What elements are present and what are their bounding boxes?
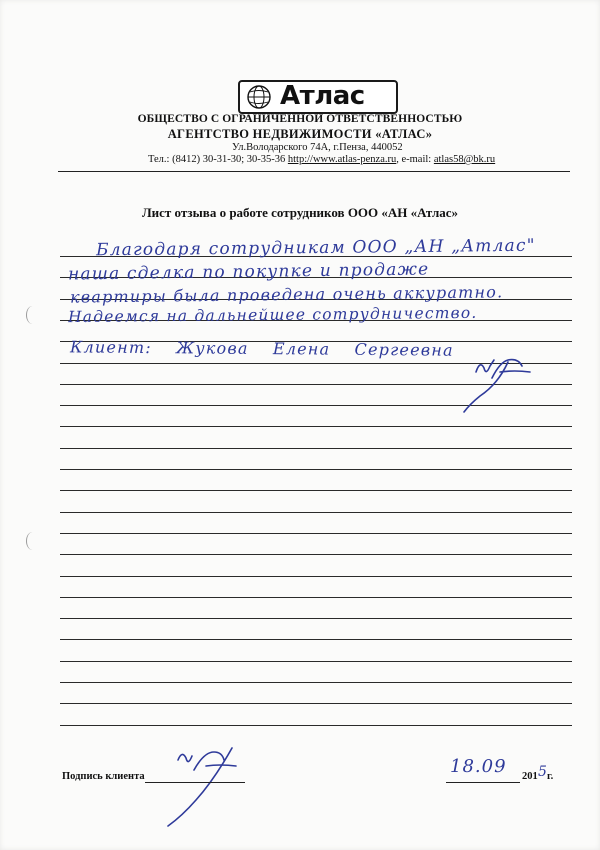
- email-link[interactable]: atlas58@bk.ru: [433, 154, 496, 165]
- org-phones: Тел.: (8412) 30-31-30; 30-35-36: [148, 154, 286, 165]
- punch-hole-mark: [26, 532, 39, 550]
- email-prefix: , e-mail:: [396, 154, 432, 165]
- handwritten-line-3: квартиры была проведена очень аккуратно.: [69, 282, 504, 307]
- org-contacts: [148, 154, 495, 165]
- client-signature-upper: [464, 360, 530, 412]
- handwritten-client-name: Клиент: Жукова Елена Сергеевна: [69, 337, 454, 360]
- punch-hole-mark: [26, 306, 39, 324]
- handwritten-line-2: наша сделка по покупке и продаже: [67, 259, 430, 285]
- org-address: Ул.Володарского 74А, г.Пенза, 440052: [232, 142, 403, 153]
- handwritten-line-4: Надеемся на дальнейшее сотрудничество.: [67, 303, 478, 327]
- org-type: ОБЩЕСТВО С ОГРАНИЧЕННОЙ ОТВЕТСТВЕННОСТЬЮ: [137, 113, 463, 125]
- signature-line: [145, 782, 245, 783]
- header-divider: [58, 171, 570, 172]
- globe-icon: [246, 84, 272, 110]
- handwritten-line-1: Благодаря сотрудникам ООО „АН „Атлас": [95, 235, 536, 261]
- client-signature-footer: [168, 748, 236, 826]
- handwritten-date: 18.09: [450, 756, 507, 777]
- org-name: АГЕНТСТВО НЕДВИЖИМОСТИ «АТЛАС»: [167, 127, 433, 141]
- signature-label: Подпись клиента: [62, 771, 145, 782]
- website-link[interactable]: http://www.atlas-penza.ru: [287, 154, 397, 165]
- year-digit: 5: [538, 764, 547, 780]
- sheet-title: Лист отзыва о работе сотрудников ООО «АН «Атлас»: [141, 205, 459, 220]
- year-prefix: 201: [522, 771, 538, 782]
- atlas-logo: [238, 80, 398, 114]
- logo-wordmark: Атлас: [280, 81, 365, 111]
- year-suffix: г.: [547, 771, 554, 782]
- date-line: [446, 782, 520, 783]
